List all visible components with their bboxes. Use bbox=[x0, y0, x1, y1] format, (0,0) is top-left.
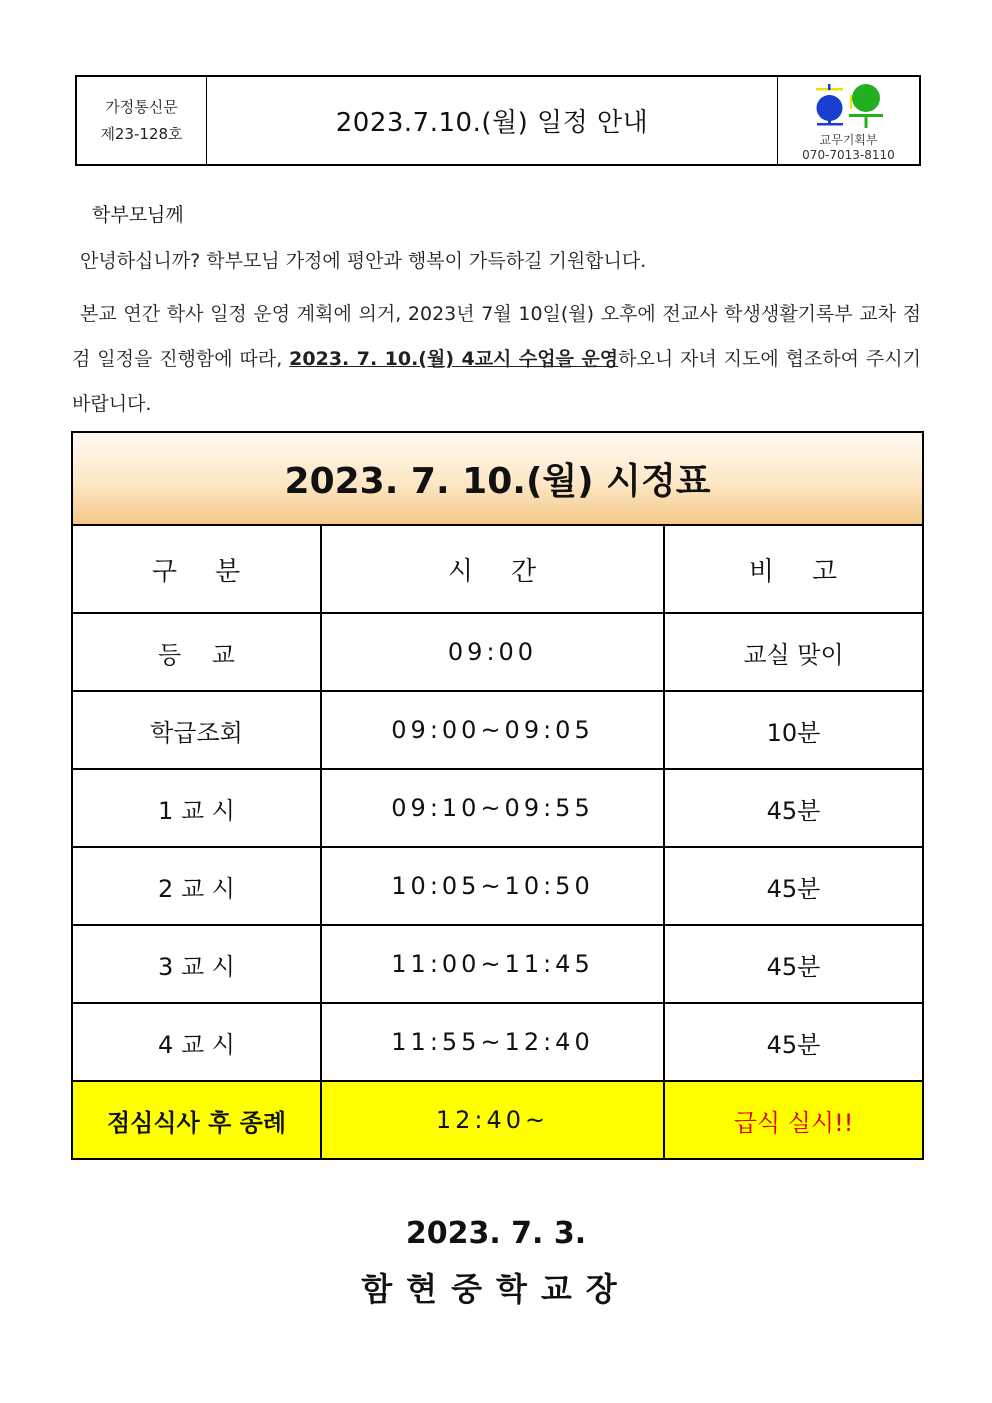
period-note: 45분 bbox=[664, 847, 923, 925]
notice-id-block bbox=[77, 77, 207, 164]
period-time: 12:40~ bbox=[321, 1081, 664, 1159]
period-label: 학급조회 bbox=[72, 691, 321, 769]
table-row bbox=[72, 925, 923, 1003]
period-time: 11:55~12:40 bbox=[321, 1003, 664, 1081]
table-row bbox=[72, 847, 923, 925]
period-time: 09:10~09:55 bbox=[321, 769, 664, 847]
table-row-lunch bbox=[72, 1081, 923, 1159]
column-header: 비 고 bbox=[664, 525, 923, 613]
period-label: 점심식사 후 종례 bbox=[72, 1081, 321, 1159]
principal-signature: 함현중학교장 bbox=[361, 1270, 631, 1308]
period-time: 11:00~11:45 bbox=[321, 925, 664, 1003]
period-note: 교실 맞이 bbox=[664, 613, 923, 691]
issue-date: 2023. 7. 3. bbox=[405, 1216, 587, 1251]
period-label: 등 교 bbox=[72, 613, 321, 691]
period-label: 2 교 시 bbox=[72, 847, 321, 925]
greeting: 학부모님께 bbox=[92, 204, 184, 226]
table-header-row bbox=[72, 525, 923, 613]
department-name: 교무기획부 bbox=[819, 133, 878, 147]
period-note: 45분 bbox=[664, 769, 923, 847]
notice-category: 가정통신문 bbox=[105, 97, 178, 116]
period-note: 급식 실시!! bbox=[664, 1081, 923, 1159]
paragraph-2-highlight: 2023. 7. 10.(월) 4교시 수업을 운영 bbox=[289, 348, 619, 370]
table-row bbox=[72, 691, 923, 769]
table-row bbox=[72, 1003, 923, 1081]
school-logo-icon bbox=[814, 83, 886, 131]
column-header: 시 간 bbox=[321, 525, 664, 613]
period-time: 09:00 bbox=[321, 613, 664, 691]
department-block bbox=[777, 77, 919, 164]
period-note: 45분 bbox=[664, 1003, 923, 1081]
schedule-table bbox=[71, 431, 924, 1160]
paragraph-2 bbox=[72, 292, 921, 427]
paragraph-1: 안녕하십니까? 학부모님 가정에 평안과 행복이 가득하길 기원합니다. bbox=[80, 250, 647, 272]
paragraph-2-end: 하오니 자녀 지도에 협조하여 주시기 바랍니다. bbox=[72, 348, 921, 415]
notice-title: 2023.7.10.(월) 일정 안내 bbox=[335, 108, 649, 138]
period-note: 45분 bbox=[664, 925, 923, 1003]
period-time: 10:05~10:50 bbox=[321, 847, 664, 925]
paragraph-2-start: 본교 연간 학사 일정 운영 계획에 의거, 2023년 7월 10일(월) 오후에 전교사 학생생활기록부 교차 점검 일정을 진행함에 따라, bbox=[72, 303, 921, 370]
period-label: 1 교 시 bbox=[72, 769, 321, 847]
table-row bbox=[72, 613, 923, 691]
department-phone: 070-7013-8110 bbox=[802, 148, 895, 162]
notice-header bbox=[75, 75, 921, 166]
table-row bbox=[72, 769, 923, 847]
schedule-title: 2023. 7. 10.(월) 시정표 bbox=[72, 432, 923, 525]
period-label: 4 교 시 bbox=[72, 1003, 321, 1081]
period-note: 10분 bbox=[664, 691, 923, 769]
column-header: 구 분 bbox=[72, 525, 321, 613]
notice-number: 제23-128호 bbox=[100, 124, 183, 143]
period-time: 09:00~09:05 bbox=[321, 691, 664, 769]
period-label: 3 교 시 bbox=[72, 925, 321, 1003]
